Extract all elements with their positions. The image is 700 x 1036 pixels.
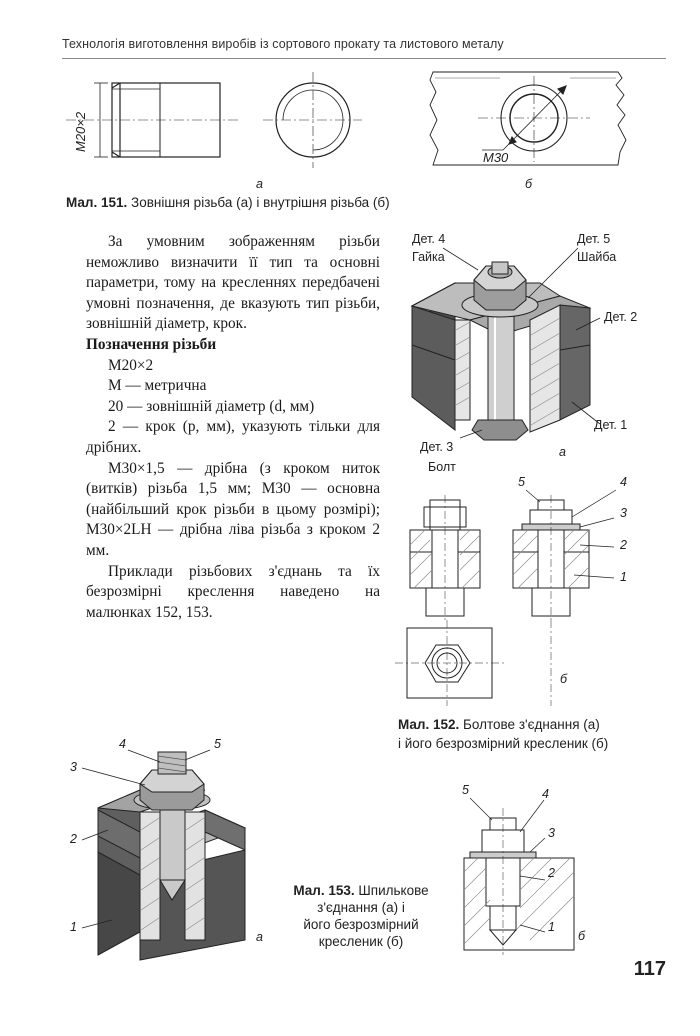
fig153b-callout-4: 4 [542, 787, 549, 801]
thread-dimension-m30: M30 [483, 150, 509, 165]
fig151-label-b: б [525, 177, 533, 191]
fig153a-callout-2: 2 [70, 832, 77, 846]
fig152b-callout-5: 5 [518, 475, 525, 489]
fig153b-callout-3: 3 [548, 826, 555, 840]
fig153b-callout-2: 2 [548, 866, 555, 880]
fig152-caption-number: Мал. 152. [398, 717, 460, 732]
fig153a-callout-3: 3 [70, 760, 77, 774]
label-det2: Дет. 2 [604, 310, 638, 324]
fig153-caption-l1: Шпилькове [358, 883, 429, 898]
fig153a-callout-1: 1 [70, 920, 77, 934]
running-header: Технологія виготовлення виробів із сортового прокату та листового металу [62, 37, 504, 51]
fig153a-callout-4: 4 [119, 737, 126, 751]
page-number: 117 [633, 958, 666, 980]
line-metric: M — метрична [108, 377, 207, 395]
fig151-caption-number: Мал. 151. [66, 195, 128, 210]
label-bolt: Болт [428, 460, 456, 474]
line-m20x2: M20×2 [108, 356, 154, 374]
line-pitch: 2 — крок (p, мм), указують тільки для дрібних. [86, 418, 380, 456]
fig152b-callout-2: 2 [620, 538, 627, 552]
fig153b-callout-5: 5 [462, 783, 469, 797]
fig151-caption-text: Зовнішня різьба (а) і внутрішня різьба (б) [131, 195, 390, 210]
fig153-caption [272, 882, 450, 950]
fig153-caption-l2: з'єднання (а) і [317, 900, 405, 915]
fig152-caption-line2: і його безрозмірний кресленик (б) [398, 736, 609, 751]
fig151-label-a: а [256, 177, 263, 191]
fig153-label-b: б [578, 929, 586, 943]
fig153-caption-number: Мал. 153. [293, 883, 355, 898]
paragraph-m30: M30×1,5 — дрібна (з кроком ниток (витків) різьба 1,5 мм; M30 — основна (найбільший крок різьби в цьому розмірі); M30×2LH — дрібна ліва різьба з кроком 2 мм. [86, 459, 380, 559]
section-heading-text: Позначення різьби [86, 335, 217, 353]
fig152-label-b: б [560, 672, 568, 686]
fig152b-callout-4: 4 [620, 475, 627, 489]
paragraph-examples: Приклади різьбових з'єднань та їх безрозмірні креслення наведено на малюнках 152, 153. [86, 562, 380, 621]
fig153-caption-l3: його безрозмірний [303, 917, 419, 932]
label-gayka: Гайка [412, 250, 445, 264]
fig152b-callout-3: 3 [620, 506, 627, 520]
label-shayba: Шайба [577, 250, 617, 264]
label-det3: Дет. 3 [420, 440, 454, 454]
fig153b-callout-1: 1 [548, 920, 555, 934]
thread-dimension-m20: M20×2 [73, 111, 88, 152]
fig152-caption-text: Болтове з'єднання (а) [463, 717, 600, 732]
fig153-label-a: а [256, 930, 263, 944]
label-det1: Дет. 1 [594, 418, 628, 432]
paragraph-intro: За умовним зображенням різьби неможливо визначити її тип та основні параметри, тому на кресленнях передбачені умовні позначення, де вказують тип різьби, зовнішній діаметр, крок. [86, 233, 380, 333]
fig153-caption-l4: кресленик (б) [318, 934, 404, 949]
label-det5: Дет. 5 [577, 232, 611, 246]
fig152-label-a: а [559, 445, 566, 459]
fig153a-callout-5: 5 [214, 737, 221, 751]
label-det4: Дет. 4 [412, 232, 446, 246]
line-diameter: 20 — зовнішній діаметр (d, мм) [108, 397, 315, 415]
fig152b-callout-1: 1 [620, 570, 627, 584]
